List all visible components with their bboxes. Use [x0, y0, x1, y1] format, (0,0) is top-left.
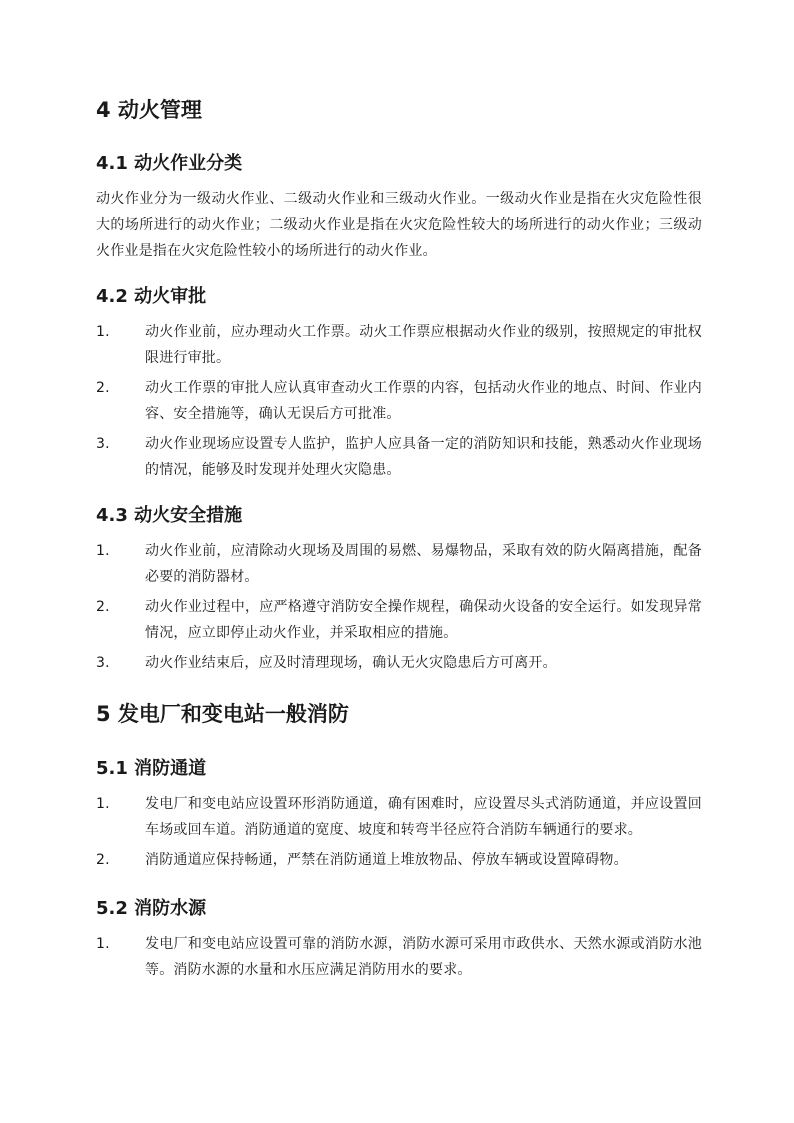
list-item	[96, 375, 702, 427]
list-item-text: 消防通道应保持畅通，严禁在消防通道上堆放物品、停放车辆或设置障碍物。	[145, 852, 628, 868]
list-item-number: 1.	[96, 324, 110, 340]
list-item-number: 2.	[96, 852, 110, 868]
list-item-text: 发电厂和变电站应设置可靠的消防水源，消防水源可采用市政供水、天然水源或消防水池等。消防水源的水量和水压应满足消防用水的要求。	[145, 936, 702, 978]
list-item-text: 动火作业前，应清除动火现场及周围的易燃、易爆物品，采取有效的防火隔离措施，配备必要的消防器材。	[145, 543, 702, 585]
list-item-text: 发电厂和变电站应设置环形消防通道，确有困难时，应设置尽头式消防通道，并应设置回车场或回车道。消防通道的宽度、坡度和转弯半径应符合消防车辆通行的要求。	[145, 796, 702, 838]
list-item	[96, 538, 702, 590]
section-4-1-heading: 4.1 动火作业分类	[96, 153, 243, 174]
section-4-heading: 4 动火管理	[96, 98, 202, 122]
section-4-3-heading: 4.3 动火安全措施	[96, 505, 243, 526]
section-4-2-heading: 4.2 动火审批	[96, 286, 207, 307]
section-5-2-heading: 5.2 消防水源	[96, 898, 207, 919]
list-item	[96, 319, 702, 371]
list-item	[96, 431, 702, 483]
list-item-text: 动火作业结束后，应及时清理现场，确认无火灾隐患后方可离开。	[145, 655, 557, 671]
list-item-number: 1.	[96, 936, 110, 952]
list-item-text: 动火工作票的审批人应认真审查动火工作票的内容，包括动火作业的地点、时间、作业内容、安全措施等，确认无误后方可批准。	[145, 380, 702, 422]
list-item	[96, 594, 702, 646]
list-item	[96, 847, 702, 873]
section-5-heading: 5 发电厂和变电站一般消防	[96, 702, 349, 726]
list-item-number: 1.	[96, 796, 110, 812]
list-item-number: 3.	[96, 436, 110, 452]
list-item	[96, 650, 702, 676]
list-item-number: 1.	[96, 543, 110, 559]
list-item-number: 2.	[96, 599, 110, 615]
list-item-text: 动火作业过程中，应严格遵守消防安全操作规程，确保动火设备的安全运行。如发现异常情况，应立即停止动火作业，并采取相应的措施。	[145, 599, 702, 641]
list-item	[96, 791, 702, 843]
list-item-text: 动火作业前，应办理动火工作票。动火工作票应根据动火作业的级别，按照规定的审批权限进行审批。	[145, 324, 702, 366]
list-item	[96, 931, 702, 983]
list-item-number: 2.	[96, 380, 110, 396]
list-item-text: 动火作业现场应设置专人监护，监护人应具备一定的消防知识和技能，熟悉动火作业现场的情况，能够及时发现并处理火灾隐患。	[145, 436, 702, 478]
list-item-number: 3.	[96, 655, 110, 671]
section-5-1-heading: 5.1 消防通道	[96, 758, 207, 779]
section-4-1-paragraph: 动火作业分为一级动火作业、二级动火作业和三级动火作业。一级动火作业是指在火灾危险性很大的场所进行的动火作业；二级动火作业是指在火灾危险性较大的场所进行的动火作业；三级动火作业是指在火灾危险性较小的场所进行的动火作业。	[96, 191, 702, 259]
